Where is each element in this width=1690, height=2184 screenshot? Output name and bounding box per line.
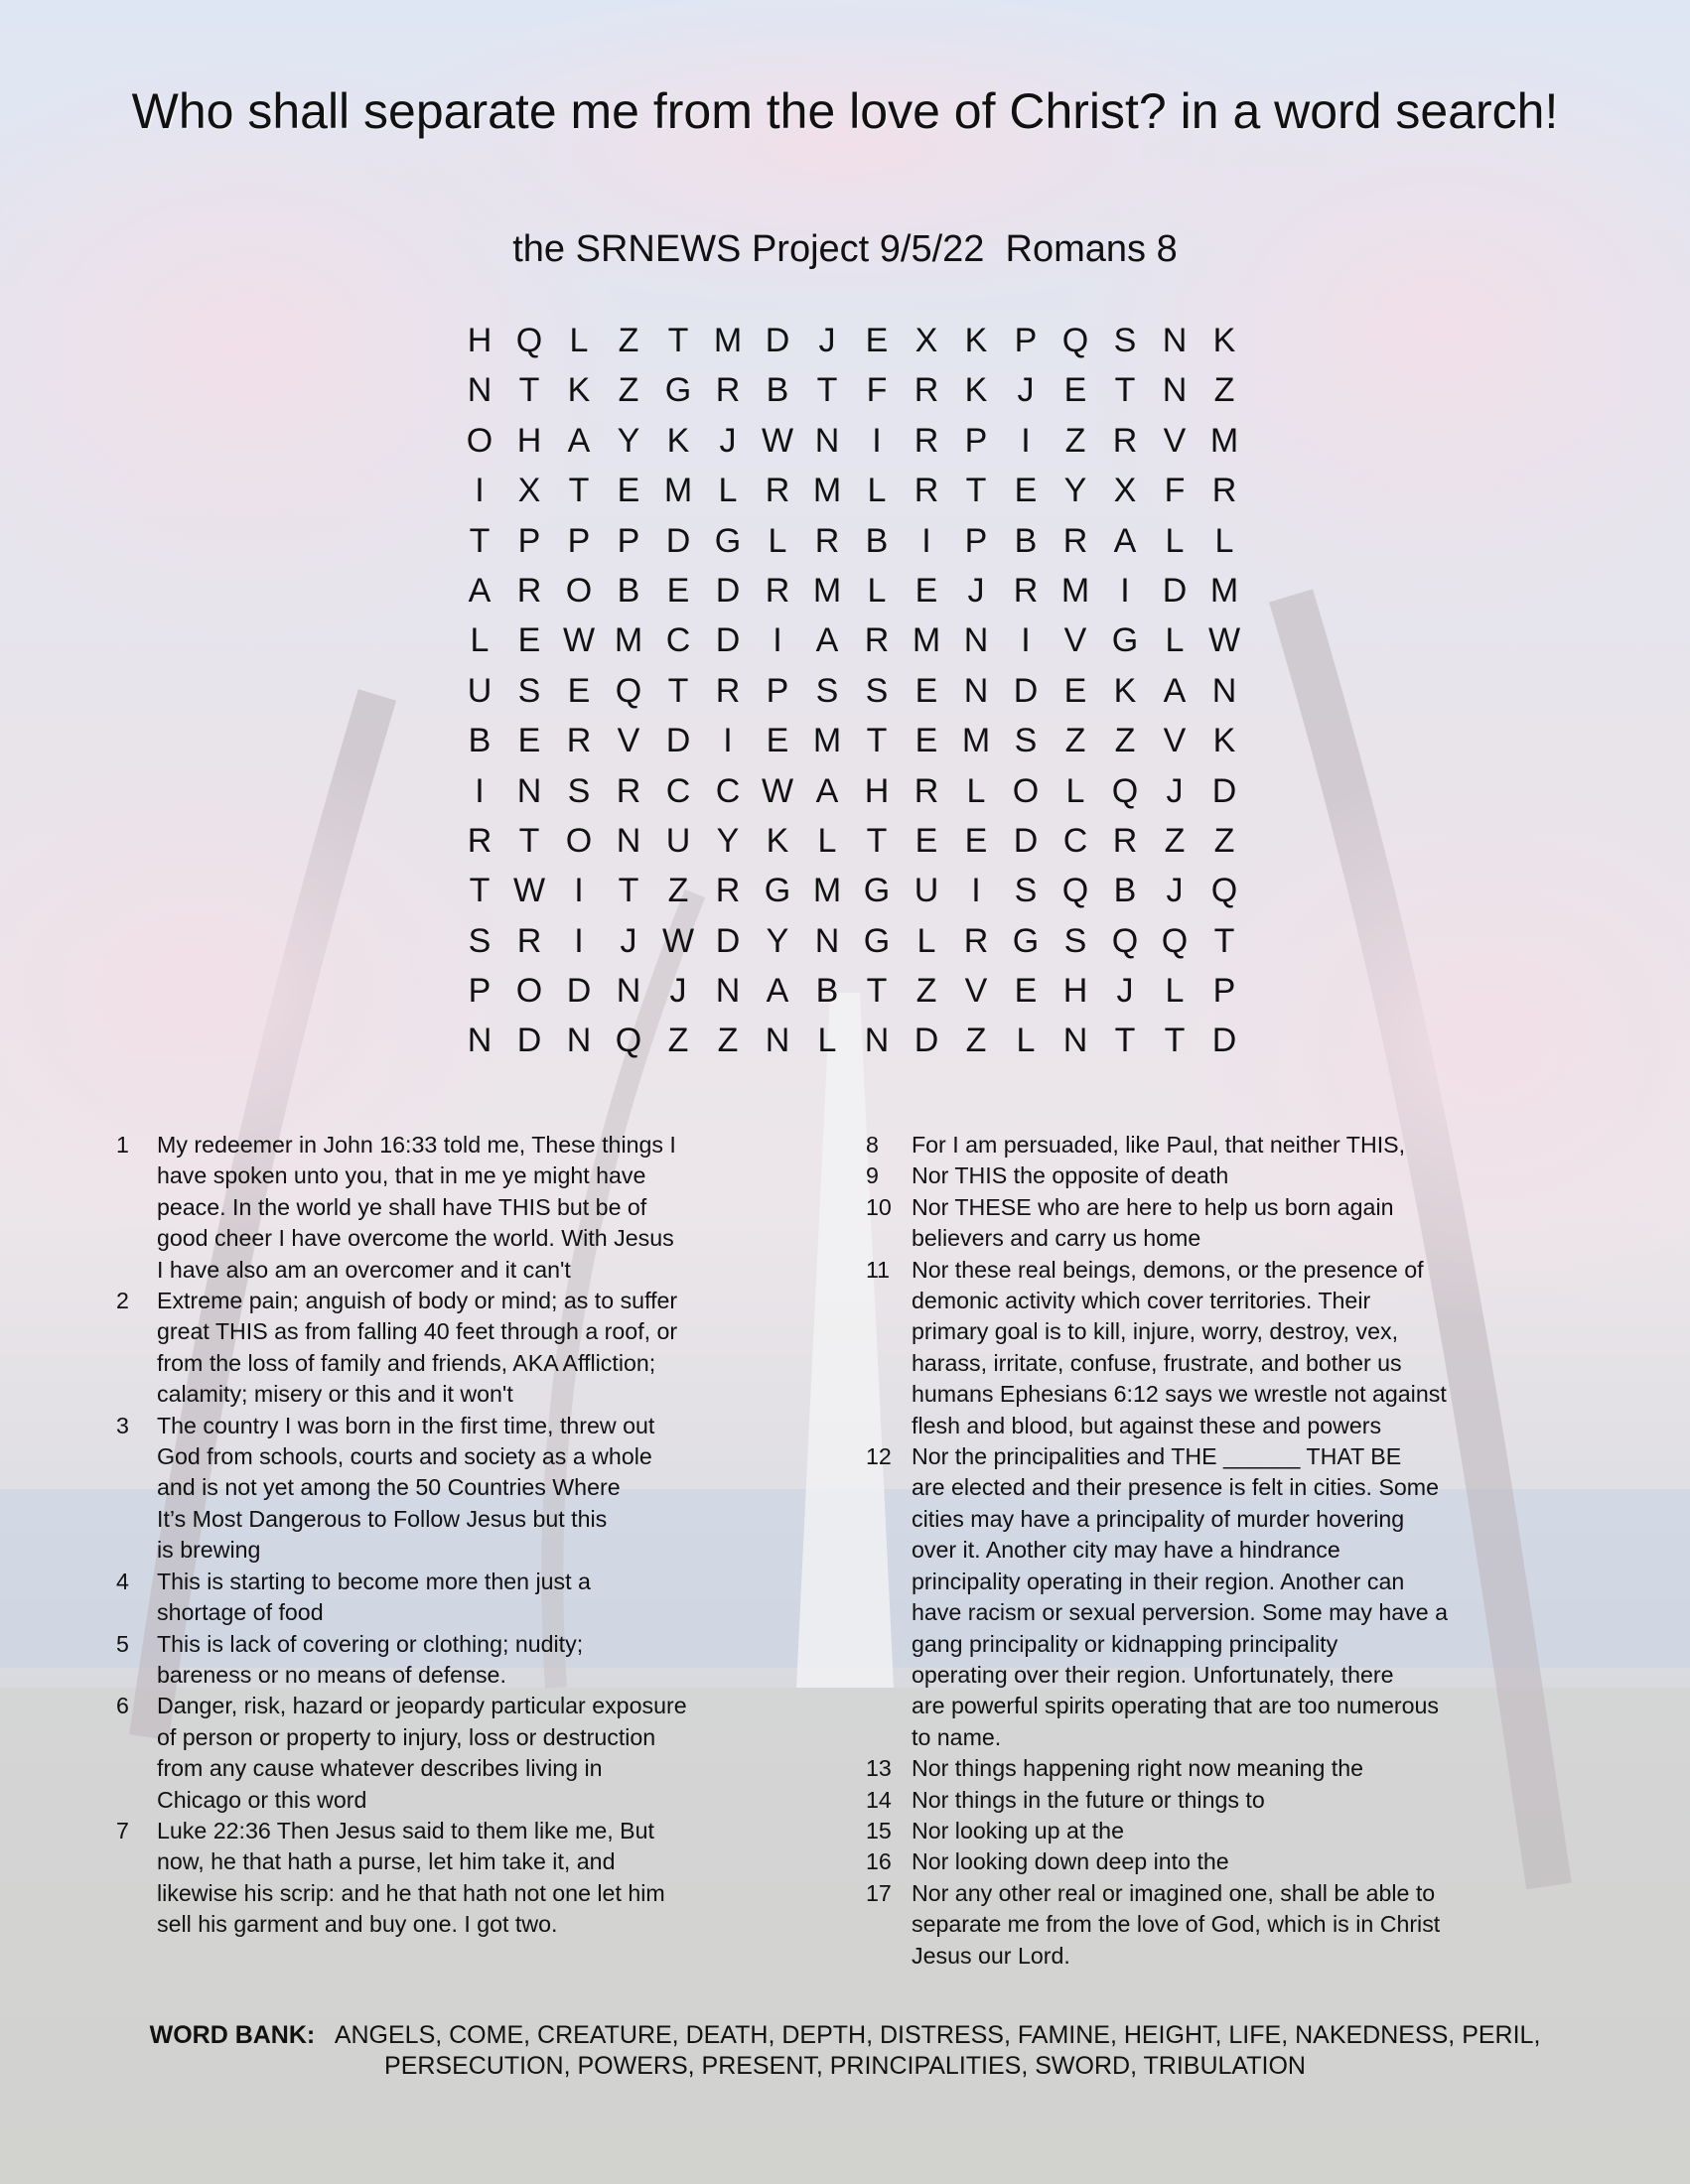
grid-letter: T [866, 722, 888, 760]
grid-letter: L [1165, 972, 1185, 1011]
word-bank-words: ANGELS, COME, CREATURE, DEATH, DEPTH, DISTRESS, FAMINE, HEIGHT, LIFE, NAKEDNESS, PERIL, PERSECUTION, POWERS, PRESENT, PRINCIPALITIES, SWORD, TRIBULATION [334, 2021, 1541, 2080]
grid-letter: D [715, 921, 741, 960]
clue-text: Nor things happening right now meaning the [912, 1755, 1364, 1782]
grid-letter: T [816, 371, 838, 410]
grid-letter: O [515, 972, 543, 1011]
grid-letter: J [1017, 371, 1035, 410]
grid-letter: L [1165, 621, 1185, 660]
grid-letter: Z [667, 872, 689, 910]
grid-letter: I [574, 921, 584, 960]
grid-letter: E [567, 671, 591, 710]
grid-letter: Q [1161, 921, 1189, 960]
grid-letter: N [1162, 322, 1188, 359]
grid-letter: Q [1111, 921, 1139, 960]
grid-letter: N [814, 921, 840, 960]
grid-letter: L [817, 1022, 837, 1060]
clue-number: 16 [866, 1848, 892, 1875]
clue-number: 12 [866, 1443, 892, 1470]
grid-letter: M [912, 621, 941, 660]
grid-letter: D [665, 521, 691, 560]
grid-letter: L [1214, 521, 1234, 560]
grid-letter: B [1014, 521, 1038, 560]
grid-letter: V [1063, 621, 1087, 660]
grid-letter: D [516, 1022, 542, 1060]
clue-item [866, 1130, 1561, 1160]
grid-letter: A [468, 571, 492, 610]
grid-letter: X [1113, 472, 1137, 510]
grid-letter: N [1162, 371, 1188, 410]
grid-letter: P [468, 972, 492, 1011]
grid-letter: J [818, 322, 836, 359]
grid-letter: A [815, 621, 839, 660]
clue-text: My redeemer in John 16:33 told me, These things I have spoken unto you, that in me ye might have peace. In the world ye shall have THIS but be of good cheer I have overcome the world. With Jesus I have also am an overcomer and it can't [157, 1132, 676, 1283]
grid-letter: Q [1061, 322, 1089, 359]
grid-letter: O [1012, 771, 1040, 810]
clue-number: 1 [116, 1132, 129, 1158]
grid-letter: B [815, 972, 839, 1011]
clue-item [111, 1130, 786, 1286]
grid-letter: R [715, 872, 741, 910]
clue-text: Nor THESE who are here to help us born again believers and carry us home [912, 1193, 1394, 1252]
grid-letter: H [516, 421, 542, 460]
grid-letter: M [663, 472, 693, 510]
grid-letter: N [467, 1022, 493, 1060]
grid-letter: T [965, 472, 987, 510]
grid-letter: T [866, 972, 888, 1011]
grid-letter: D [765, 322, 790, 359]
page-title: Who shall separate me from the love of Christ? in a word search! [131, 83, 1559, 139]
grid-letter: V [617, 722, 640, 760]
grid-letter: L [817, 821, 837, 860]
grid-letter: M [812, 571, 842, 610]
grid-letter: N [864, 1022, 890, 1060]
grid-letter: K [567, 371, 591, 410]
grid-letter: D [566, 972, 592, 1011]
grid-letter: B [1113, 872, 1137, 910]
grid-letter: J [1166, 872, 1184, 910]
clue-number: 13 [866, 1755, 892, 1782]
grid-letter: L [1165, 521, 1185, 560]
clue-item [866, 1878, 1561, 1972]
grid-letter: A [815, 771, 839, 810]
grid-letter: I [475, 472, 485, 510]
grid-letter: Q [515, 322, 543, 359]
clue-item [111, 1816, 786, 1941]
grid-letter: G [863, 921, 891, 960]
grid-letter: A [567, 421, 591, 460]
clue-item [866, 1846, 1561, 1877]
grid-letter: N [963, 621, 989, 660]
grid-letter: B [468, 722, 492, 760]
grid-letter: V [964, 972, 988, 1011]
grid-letter: L [916, 921, 936, 960]
clue-list-right [866, 1130, 1561, 1972]
grid-letter: Y [1063, 472, 1087, 510]
grid-letter: T [568, 472, 590, 510]
grid-letter: W [512, 872, 546, 910]
grid-letter: N [1062, 1022, 1088, 1060]
grid-letter: J [1116, 972, 1134, 1011]
grid-letter: D [914, 1022, 939, 1060]
grid-letter: S [468, 921, 492, 960]
clue-item [866, 1192, 1561, 1255]
grid-letter: P [517, 521, 541, 560]
grid-letter: K [1212, 322, 1236, 359]
grid-letter: Y [716, 821, 740, 860]
clue-text: Nor things in the future or things to [912, 1786, 1265, 1813]
grid-letter: T [518, 821, 540, 860]
grid-letter: E [964, 821, 988, 860]
clue-text: Nor THIS the opposite of death [912, 1162, 1229, 1189]
grid-letter: G [1012, 921, 1040, 960]
grid-letter: Z [915, 972, 937, 1011]
grid-letter: X [915, 322, 938, 359]
grid-letter: I [1021, 421, 1031, 460]
clue-list-left [111, 1130, 786, 1941]
grid-letter: Z [1064, 722, 1086, 760]
grid-letter: Z [1114, 722, 1136, 760]
grid-letter: Q [1210, 872, 1238, 910]
grid-letter: O [565, 571, 593, 610]
grid-letter: J [669, 972, 687, 1011]
grid-letter: N [963, 671, 989, 710]
grid-letter: I [1021, 621, 1031, 660]
grid-letter: M [961, 722, 991, 760]
grid-letter: L [768, 521, 787, 560]
word-search-grid [455, 316, 1249, 1066]
grid-letter: R [1112, 821, 1138, 860]
grid-letter: T [1213, 921, 1235, 960]
grid-letter: L [867, 472, 887, 510]
grid-letter: Q [1111, 771, 1139, 810]
grid-letter: M [812, 722, 842, 760]
grid-letter: K [766, 821, 789, 860]
grid-letter: Z [717, 1022, 739, 1060]
grid-letter: T [618, 872, 639, 910]
clue-item [111, 1629, 786, 1692]
grid-letter: T [518, 371, 540, 410]
clue-text: Danger, risk, hazard or jeopardy particular exposure of person or property to injury, loss or destruction from any cause whatever describes living in Chicago or this word [157, 1693, 687, 1813]
grid-letter: X [517, 472, 541, 510]
grid-letter: R [963, 921, 989, 960]
grid-letter: P [766, 671, 789, 710]
grid-letter: N [467, 371, 493, 410]
grid-letter: K [1113, 671, 1137, 710]
grid-letter: P [617, 521, 640, 560]
grid-letter: W [661, 921, 695, 960]
grid-letter: Z [618, 322, 639, 359]
grid-letter: C [665, 771, 691, 810]
clue-item [866, 1441, 1561, 1753]
grid-letter: P [567, 521, 591, 560]
grid-letter: I [921, 521, 931, 560]
grid-letter: N [566, 1022, 592, 1060]
clue-text: Nor looking up at the [912, 1817, 1124, 1843]
grid-letter: I [574, 872, 584, 910]
grid-letter: S [567, 771, 591, 810]
clue-item [111, 1411, 786, 1567]
grid-letter: R [566, 722, 592, 760]
clue-number: 9 [866, 1162, 879, 1189]
grid-letter: H [467, 322, 493, 359]
page-subtitle: the SRNEWS Project 9/5/22 Romans 8 [512, 228, 1178, 270]
grid-letter: L [470, 621, 490, 660]
grid-letter: Z [1164, 821, 1186, 860]
clue-number: 17 [866, 1879, 892, 1906]
grid-letter: H [864, 771, 890, 810]
grid-letter: Z [618, 371, 639, 410]
grid-letter: M [614, 621, 643, 660]
grid-letter: K [964, 322, 988, 359]
grid-letter: W [761, 421, 794, 460]
grid-letter: T [469, 872, 491, 910]
grid-letter: G [664, 371, 692, 410]
grid-letter: G [714, 521, 742, 560]
grid-letter: J [719, 421, 737, 460]
grid-letter: D [1211, 1022, 1237, 1060]
grid-letter: L [966, 771, 986, 810]
grid-letter: G [863, 872, 891, 910]
clue-number: 8 [866, 1132, 879, 1158]
grid-letter: R [467, 821, 493, 860]
grid-letter: R [516, 571, 542, 610]
grid-letter: B [865, 521, 889, 560]
grid-letter: Y [766, 921, 789, 960]
grid-letter: T [866, 821, 888, 860]
grid-letter: H [1062, 972, 1088, 1011]
clue-item [866, 1816, 1561, 1846]
clue-item [111, 1691, 786, 1816]
grid-letter: E [865, 322, 889, 359]
grid-letter: R [616, 771, 641, 810]
clue-number: 4 [116, 1568, 129, 1594]
grid-letter: I [773, 621, 782, 660]
clue-text: For I am persuaded, like Paul, that neither THIS, [912, 1132, 1406, 1158]
grid-letter: T [469, 521, 491, 560]
clue-text: Nor the principalities and THE ______ THAT BE are elected and their presence is felt in cities. Some cities may have a principality of murder hovering over it. Another city may have a hindrance principality operating in their region. Another can have racism or sexual perversion. Some may have a gang principality or kidnapping principality operating over their region. Unfortunately, there are powerful spirits operating that are too numerous to name. [912, 1443, 1448, 1750]
grid-letter: U [467, 671, 493, 710]
grid-letter: E [617, 472, 640, 510]
grid-letter: Y [617, 421, 640, 460]
grid-letter: R [814, 521, 840, 560]
grid-letter: S [1014, 872, 1038, 910]
grid-letter: F [866, 371, 888, 410]
grid-letter: D [665, 722, 691, 760]
clue-item [111, 1567, 786, 1629]
grid-letter: S [517, 671, 541, 710]
grid-letter: T [1114, 1022, 1136, 1060]
grid-letter: T [1164, 1022, 1186, 1060]
clue-number: 11 [866, 1256, 891, 1283]
grid-letter: W [761, 771, 794, 810]
grid-letter: Q [615, 671, 642, 710]
grid-letter: I [872, 421, 882, 460]
grid-letter: G [764, 872, 791, 910]
grid-letter: J [967, 571, 985, 610]
grid-letter: L [569, 322, 589, 359]
grid-letter: R [914, 771, 939, 810]
grid-letter: N [616, 972, 641, 1011]
grid-letter: Q [1061, 872, 1089, 910]
grid-letter: R [765, 571, 790, 610]
clue-text: Nor these real beings, demons, or the presence of demonic activity which cover territories. Their primary goal is to kill, injure, worry, destroy, vex, harass, irritate, confuse, frustrate, and bother us humans Ephesians 6:12 says we wrestle not against flesh and blood, but against these and powers [912, 1256, 1447, 1438]
grid-letter: R [1211, 472, 1237, 510]
grid-letter: W [562, 621, 596, 660]
grid-letter: N [715, 972, 741, 1011]
grid-letter: R [914, 371, 939, 410]
clue-number: 3 [116, 1412, 129, 1438]
grid-letter: T [667, 322, 689, 359]
grid-letter: M [1209, 571, 1239, 610]
grid-letter: D [1013, 671, 1039, 710]
grid-letter: M [1209, 421, 1239, 460]
clue-number: 2 [116, 1288, 129, 1314]
clue-item [866, 1785, 1561, 1816]
grid-letter: V [1163, 722, 1187, 760]
grid-letter: R [715, 371, 741, 410]
grid-letter: D [1013, 821, 1039, 860]
grid-letter: Q [615, 1022, 642, 1060]
grid-letter: A [1163, 671, 1187, 710]
grid-letter: E [766, 722, 789, 760]
grid-letter: B [617, 571, 640, 610]
grid-letter: C [1062, 821, 1088, 860]
grid-letter: E [915, 671, 938, 710]
grid-letter: P [964, 421, 988, 460]
grid-letter: E [517, 621, 541, 660]
clue-text: The country I was born in the first time, threw out God from schools, courts and society as a whole and is not yet among the 50 Countries Where It’s Most Dangerous to Follow Jesus but this is brewing [157, 1412, 655, 1564]
grid-letter: J [1166, 771, 1184, 810]
grid-letter: Z [1064, 421, 1086, 460]
grid-letter: I [1120, 571, 1130, 610]
grid-letter: R [765, 472, 790, 510]
grid-letter: L [1016, 1022, 1036, 1060]
grid-letter: J [620, 921, 637, 960]
clue-text: This is lack of covering or clothing; nudity; bareness or no means of defense. [157, 1630, 584, 1688]
grid-letter: V [1163, 421, 1187, 460]
grid-letter: P [1212, 972, 1236, 1011]
grid-letter: D [715, 571, 741, 610]
grid-letter: Z [965, 1022, 987, 1060]
grid-letter: C [665, 621, 691, 660]
grid-letter: R [1013, 571, 1039, 610]
grid-letter: R [914, 472, 939, 510]
grid-letter: E [666, 571, 690, 610]
grid-letter: U [665, 821, 691, 860]
clue-item [866, 1753, 1561, 1784]
grid-letter: T [667, 671, 689, 710]
grid-letter: C [715, 771, 741, 810]
word-bank-label: WORD BANK: [149, 2021, 316, 2049]
grid-letter: M [1060, 571, 1090, 610]
grid-letter: T [1114, 371, 1136, 410]
grid-letter: W [1207, 621, 1241, 660]
grid-letter: D [1211, 771, 1237, 810]
grid-letter: R [864, 621, 890, 660]
clue-number: 10 [866, 1193, 892, 1220]
grid-letter: E [915, 571, 938, 610]
grid-letter: K [666, 421, 690, 460]
grid-letter: G [1111, 621, 1139, 660]
grid-letter: S [1014, 722, 1038, 760]
grid-letter: E [1063, 371, 1087, 410]
grid-letter: D [1162, 571, 1188, 610]
grid-letter: S [1113, 322, 1137, 359]
grid-letter: A [1113, 521, 1137, 560]
clue-text: Nor looking down deep into the [912, 1848, 1229, 1875]
grid-letter: K [1212, 722, 1236, 760]
grid-letter: Z [667, 1022, 689, 1060]
word-bank [70, 2020, 1620, 2082]
grid-letter: N [516, 771, 542, 810]
grid-letter: R [516, 921, 542, 960]
grid-letter: R [1112, 421, 1138, 460]
grid-letter: E [1014, 472, 1038, 510]
grid-letter: A [766, 972, 789, 1011]
clue-item [111, 1286, 786, 1411]
clue-number: 6 [116, 1693, 129, 1719]
grid-letter: E [517, 722, 541, 760]
grid-letter: S [815, 671, 839, 710]
grid-letter: L [1065, 771, 1085, 810]
clue-text: Luke 22:36 Then Jesus said to them like me, But now, he that hath a purse, let him take it, and likewise his scrip: and he that hath not one let him sell his garment and buy one. I got two. [157, 1817, 665, 1938]
grid-letter: E [1014, 972, 1038, 1011]
grid-letter: I [475, 771, 485, 810]
grid-letter: R [914, 421, 939, 460]
grid-letter: U [914, 872, 939, 910]
clue-number: 14 [866, 1786, 892, 1813]
clue-number: 15 [866, 1817, 892, 1843]
grid-letter: Z [1213, 371, 1235, 410]
grid-letter: L [718, 472, 738, 510]
grid-letter: N [616, 821, 641, 860]
grid-letter: R [1062, 521, 1088, 560]
grid-letter: R [715, 671, 741, 710]
grid-letter: O [466, 421, 493, 460]
grid-letter: F [1164, 472, 1186, 510]
clue-item [866, 1255, 1561, 1441]
clue-text: Extreme pain; anguish of body or mind; as to suffer great THIS as from falling 40 feet through a roof, or from the loss of family and friends, AKA Affliction; calamity; misery or this and it won't [157, 1288, 678, 1408]
grid-letter: S [1063, 921, 1087, 960]
grid-letter: L [867, 571, 887, 610]
grid-letter: E [1063, 671, 1087, 710]
grid-letter: P [1014, 322, 1038, 359]
grid-letter: D [715, 621, 741, 660]
grid-letter: M [812, 472, 842, 510]
grid-letter: B [766, 371, 789, 410]
grid-letter: P [964, 521, 988, 560]
clue-text: Nor any other real or imagined one, shall be able to separate me from the love of God, which is in Christ Jesus our Lord. [912, 1879, 1441, 1969]
grid-letter: M [812, 872, 842, 910]
grid-letter: E [915, 722, 938, 760]
grid-letter: N [814, 421, 840, 460]
grid-letter: Z [1213, 821, 1235, 860]
grid-letter: M [713, 322, 743, 359]
grid-letter: E [915, 821, 938, 860]
grid-letter: N [1211, 671, 1237, 710]
clue-number: 7 [116, 1817, 129, 1843]
grid-letter: I [971, 872, 981, 910]
grid-letter: S [865, 671, 889, 710]
grid-letter: O [565, 821, 593, 860]
clue-number: 5 [116, 1630, 129, 1657]
grid-letter: N [765, 1022, 790, 1060]
grid-letter: I [723, 722, 733, 760]
clue-item [866, 1160, 1561, 1191]
clue-text: This is starting to become more then just a shortage of food [157, 1568, 591, 1626]
grid-letter: K [964, 371, 988, 410]
